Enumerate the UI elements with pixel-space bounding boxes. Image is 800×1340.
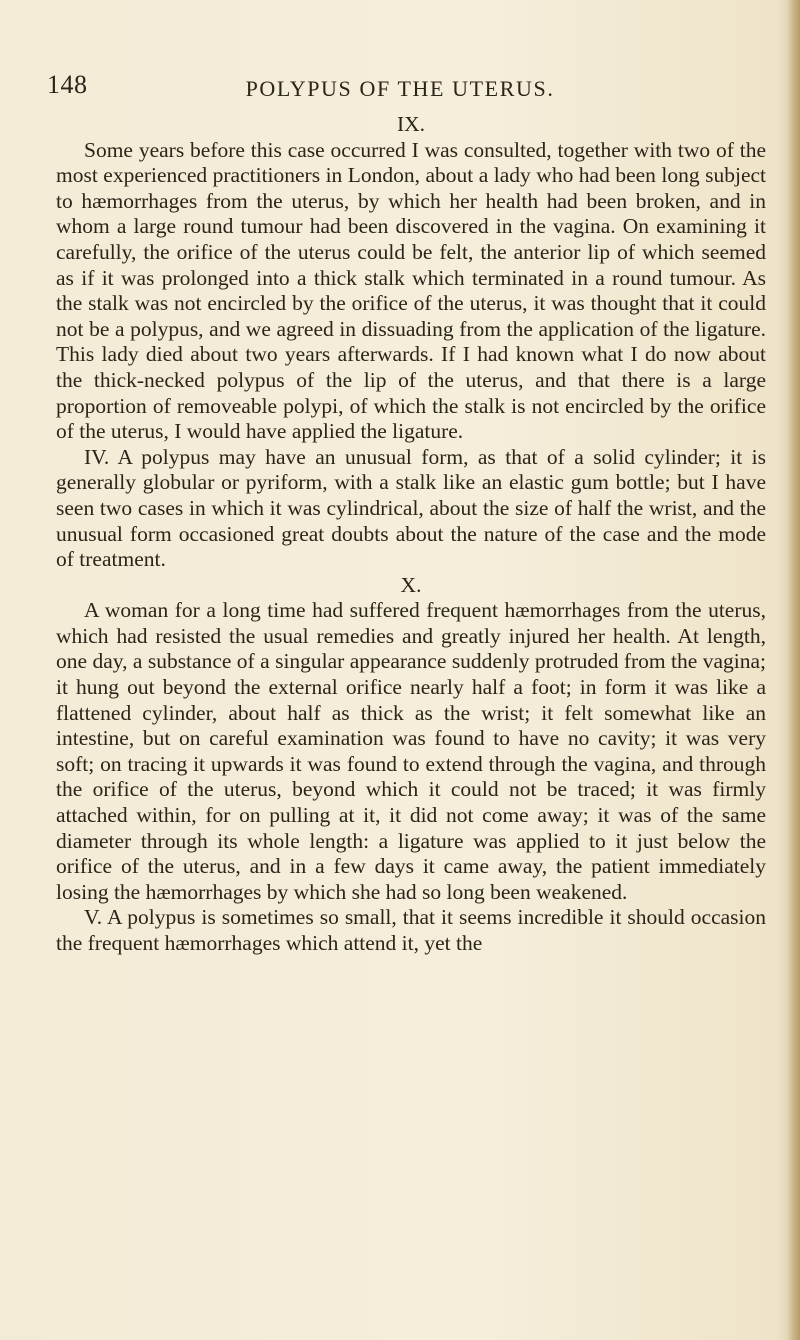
- paragraph: A woman for a long time had suffered frequent hæmorrhages from the uterus, which had resisted the usual remedies and greatly injured her health. At length, one day, a substance of a singular appearance suddenly protruded from the vagina; it hung out beyond the external orifice nearly half a foot; in form it was like a flattened cylinder, about half as thick as the wrist; it felt somewhat like an intestine, but on careful examination was found to have no cavity; it was very soft; on tracing it upwards it was found to extend through the vagina, and through the orifice of the uterus, beyond which it could not be traced; it was firmly attached within, for on pulling at it, it did not come away; it was of the same diameter through its whole length: a ligature was applied to it just below the orifice of the uterus, and in a few days it came away, the patient immediately losing the hæmorrhages by which she had so long been weakened.: [56, 598, 766, 904]
- page-number: 148: [47, 70, 88, 99]
- section-heading: X.: [400, 572, 422, 597]
- paragraph: V. A polypus is sometimes so small, that it seems incredible it should occasion the frequent hæmorrhages which attend it, yet the: [56, 905, 766, 955]
- body-text: [56, 112, 766, 957]
- running-title: POLYPUS OF THE UTERUS.: [245, 76, 555, 101]
- paragraph: IV. A polypus may have an unusual form, as that of a solid cylinder; it is generally globular or pyriform, with a stalk like an elastic gum bottle; but I have seen two cases in which it was cylindrical, about the size of half the wrist, and the unusual form occasioned great doubts about the nature of the case and the mode of treatment.: [56, 444, 766, 572]
- paragraph: Some years before this case occurred I was consulted, together with two of the most experienced practitioners in London, about a lady who had been long subject to hæmorrhages from the uterus, by which her health had been broken, and in whom a large round tumour had been discovered in the vagina. On examining it carefully, the orifice of the uterus could be felt, the anterior lip of which seemed as if it was prolonged into a thick stalk which terminated in a round tumour. As the stalk was not encircled by the orifice of the uterus, it was thought that it could not be a polypus, and we agreed in dissuading from the application of the ligature. This lady died about two years afterwards. If I had known what I do now about the thick-necked polypus of the lip of the uterus, and that there is a large proportion of removeable polypi, of which the stalk is not encircled by the orifice of the uterus, I would have applied the ligature.: [56, 137, 766, 444]
- section-heading: IX.: [396, 112, 426, 136]
- page-edge: [786, 0, 800, 1340]
